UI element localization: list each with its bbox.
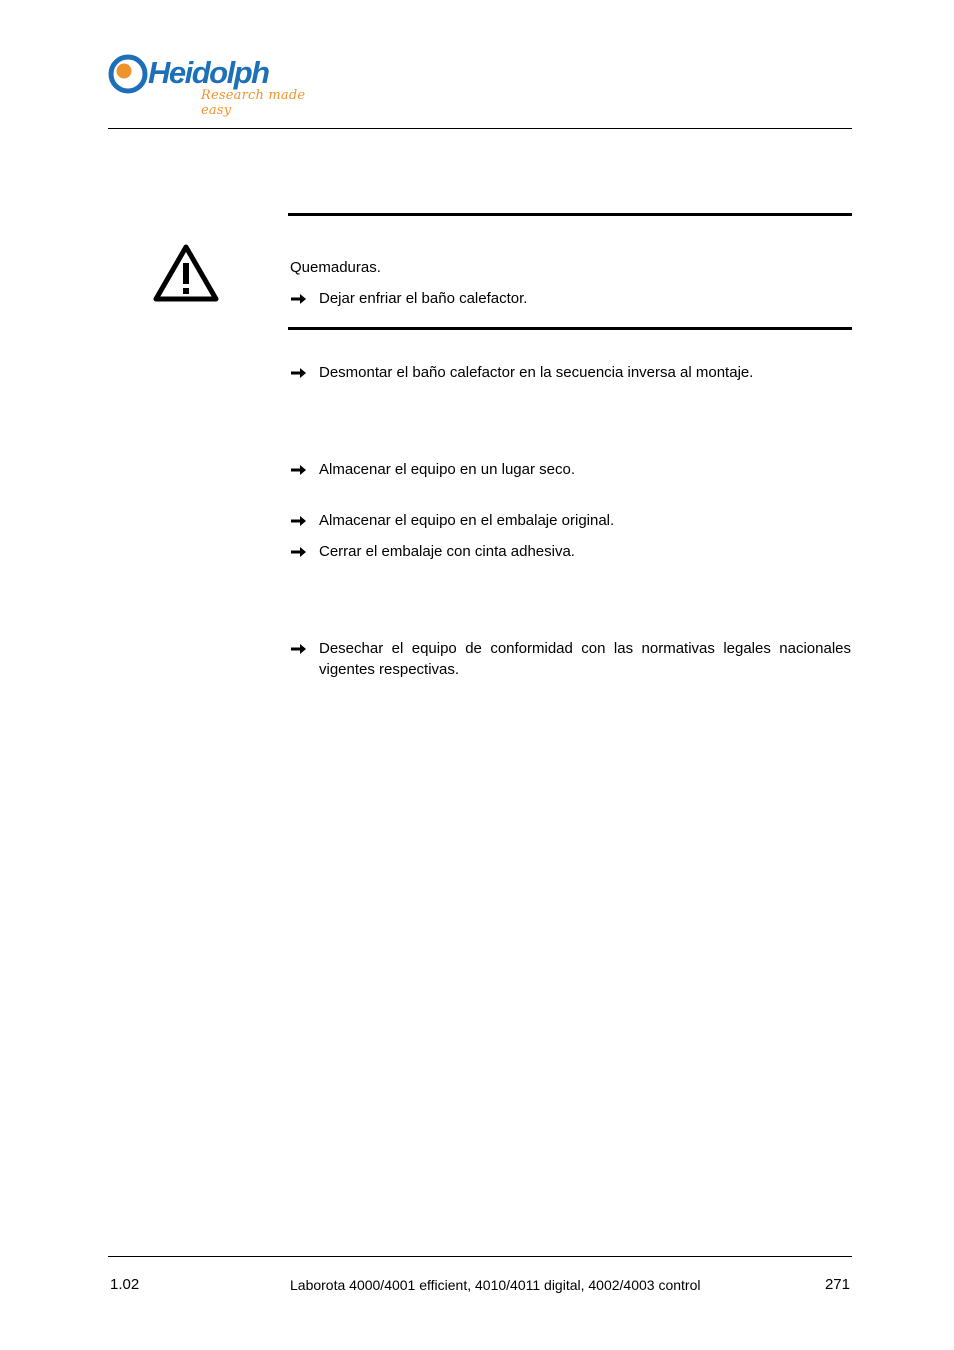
logo-wordmark: Heidolph xyxy=(148,55,269,90)
arrow-right-icon xyxy=(291,367,307,379)
list-item: Cerrar el embalaje con cinta adhesiva. xyxy=(319,543,575,560)
arrow-right-icon xyxy=(291,643,307,655)
arrow-right-icon xyxy=(291,293,307,305)
arrow-right-icon xyxy=(291,546,307,558)
logo-tagline: Research made easy xyxy=(201,88,306,118)
page-number: 271 xyxy=(824,1276,850,1293)
header-divider xyxy=(108,128,852,129)
arrow-right-icon xyxy=(291,464,307,476)
warning-bottom-rule xyxy=(288,327,852,330)
warning-hazard-text: Quemaduras. xyxy=(290,259,381,276)
list-item: Almacenar el equipo en un lugar seco. xyxy=(319,461,575,478)
footer-version: 1.02 xyxy=(110,1276,140,1293)
warning-triangle-icon xyxy=(152,243,220,303)
list-item: Almacenar el equipo en el embalaje original. xyxy=(319,512,615,529)
footer-divider xyxy=(108,1256,852,1257)
heidolph-logo xyxy=(108,50,323,118)
arrow-right-icon xyxy=(291,515,307,527)
warning-action-text: Dejar enfriar el baño calefactor. xyxy=(319,290,528,307)
warning-top-rule xyxy=(288,213,852,216)
logo-mark-icon xyxy=(108,53,150,95)
footer-product: Laborota 4000/4001 efficient, 4010/4011 digital, 4002/4003 control xyxy=(290,1277,701,1293)
list-item: Desmontar el baño calefactor en la secuencia inversa al montaje. xyxy=(319,364,754,381)
list-item: Desechar el equipo de conformidad con las normativas legales nacionales vigentes respectivas. xyxy=(319,640,851,678)
